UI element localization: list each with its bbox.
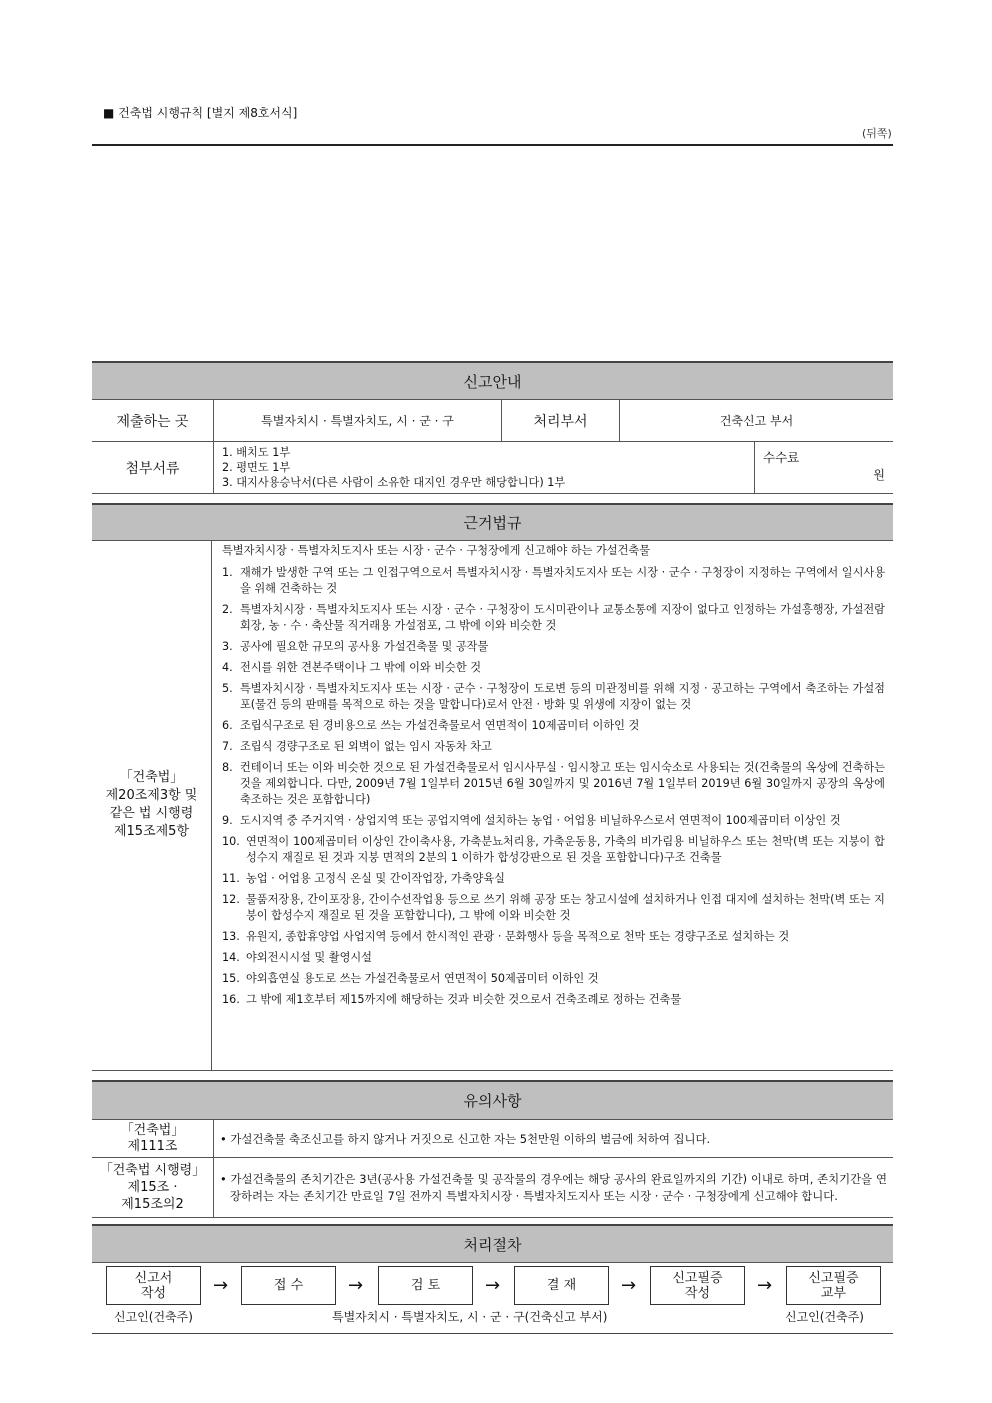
submit-value: 특별자치시 · 특별자치도, 시 · 군 · 구 <box>214 400 502 442</box>
attach-item: 2. 평면도 1부 <box>222 461 291 474</box>
flow-arrow: → <box>621 1275 637 1296</box>
basis-item-number: 16. <box>222 993 240 1006</box>
law-ref-line: 제15조제5항 <box>113 824 190 839</box>
basis-item <box>222 760 885 808</box>
notice-section-title: 신고안내 <box>92 361 893 400</box>
cautions-table <box>92 1119 893 1218</box>
basis-item-text: 재해가 발생한 구역 또는 그 인접구역으로서 특별자치시장 · 특별자치도지사 또는 시장 · 군수 · 구청장이 지정하는 구역에서 일시사용을 위해 건축하는 것 <box>240 566 885 595</box>
step-approve <box>514 1266 609 1305</box>
basis-item-number: 7. <box>222 740 233 753</box>
basis-item <box>222 992 885 1008</box>
law-ref-line: 제20조제3항 및 <box>105 788 198 803</box>
attach-list <box>214 442 755 494</box>
attach-label: 첨부서류 <box>92 442 214 494</box>
page-side-note: (뒤쪽) <box>862 127 892 140</box>
basis-item-text: 전시를 위한 견본주택이나 그 밖에 이와 비슷한 것 <box>240 661 482 674</box>
basis-item-text: 도시지역 중 주거지역 · 상업지역 또는 공업지역에 설치하는 농업 · 어업용 비닐하우스로서 연면적이 100제곱미터 이상인 것 <box>240 814 841 827</box>
basis-item-number: 2. <box>222 603 233 616</box>
basis-item-number: 9. <box>222 814 233 827</box>
caution-ref <box>92 1158 214 1218</box>
basis-intro: 특별자치시장 · 특별자치도지사 또는 시장 · 군수 · 구청장에게 신고해야 하는 가설건축물 <box>222 544 651 557</box>
basis-item-number: 10. <box>222 835 240 848</box>
basis-item-text: 유원지, 종합휴양업 사업지역 등에서 한시적인 관광 · 문화행사 등을 목적으로 천막 또는 경량구조로 설치하는 것 <box>246 930 790 943</box>
attach-item: 3. 대지사용승낙서(다른 사람이 소유한 대지인 경우만 해당합니다) 1부 <box>222 476 566 489</box>
caution-ref-line: 제15조 · <box>127 1180 178 1195</box>
step-line: 작성 <box>684 1285 711 1301</box>
basis-body <box>212 540 893 1071</box>
basis-item-number: 13. <box>222 930 240 943</box>
basis-item-text: 조립식 경량구조로 된 외벽이 없는 임시 자동차 차고 <box>240 740 492 753</box>
basis-item-text: 물품저장용, 간이포장용, 간이수선작업용 등으로 쓰기 위해 공장 또는 창고시설에 설치하거나 인접 대지에 설치하는 천막(벽 또는 지붕이 합성수지 재질로 된 것을 포함합니다), 그 밖에 이와 비슷한 것 <box>246 893 885 922</box>
step-review <box>378 1266 473 1305</box>
form-header-title: ■ 건축법 시행규칙 [별지 제8호서식] <box>103 106 298 120</box>
caption-office: 특별자치시 · 특별자치도, 시 · 군 · 구(건축신고 부서) <box>332 1310 608 1324</box>
step-line: 교부 <box>820 1285 847 1301</box>
law-ref-line: 「건축법」 <box>119 770 184 785</box>
flow-arrow: → <box>757 1275 773 1296</box>
step-line: 신고필증 <box>672 1270 723 1286</box>
basis-item-text: 그 밖에 제1호부터 제15까지에 해당하는 것과 비슷한 것으로서 건축조례로 정하는 건축물 <box>246 993 682 1006</box>
flow-arrow: → <box>348 1275 364 1296</box>
fee-label: 수수료 <box>763 450 800 465</box>
flow-arrow: → <box>485 1275 501 1296</box>
basis-law-ref <box>92 540 212 1071</box>
caution-ref-line: 「건축법 시행령」 <box>99 1163 206 1178</box>
dept-label: 처리부서 <box>502 400 620 442</box>
basis-item-number: 3. <box>222 640 233 653</box>
header-rule <box>92 144 893 146</box>
basis-item-text: 야외전시시설 및 촬영시설 <box>246 951 372 964</box>
step-apply-write <box>106 1266 201 1305</box>
basis-item-text: 특별자치시장 · 특별자치도지사 또는 시장 · 군수 · 구청장이 도시미관이나 교통소통에 지장이 없다고 인정하는 가설흥행장, 가설전람회장, 농 · 수 · 축산물 직거래용 가설점포, 그 밖에 이와 비슷한 것 <box>240 603 885 632</box>
caution-ref <box>92 1120 214 1158</box>
notice-table <box>92 399 893 494</box>
basis-item-text: 공사에 필요한 규모의 공사용 가설건축물 및 공작물 <box>240 640 489 653</box>
caption-applicant: 신고인(건축주) <box>114 1310 193 1324</box>
caution-ref-line: 제15조의2 <box>121 1197 184 1212</box>
basis-item <box>222 871 885 887</box>
step-line: 신고서 <box>134 1270 173 1286</box>
basis-item <box>222 929 885 945</box>
basis-item-number: 14. <box>222 951 240 964</box>
fee-unit: 원 <box>873 468 885 482</box>
basis-item <box>222 660 885 676</box>
basis-item-number: 15. <box>222 972 240 985</box>
basis-item-text: 야외흡연실 용도로 쓰는 가설건축물로서 연면적이 50제곱미터 이하인 것 <box>246 972 599 985</box>
basis-item-number: 8. <box>222 761 233 774</box>
basis-item <box>222 602 885 634</box>
basis-item <box>222 834 885 866</box>
step-receive <box>241 1266 336 1305</box>
procedure-section-title: 처리절차 <box>92 1224 893 1263</box>
basis-item-number: 1. <box>222 566 233 579</box>
basis-item <box>222 565 885 597</box>
flow-arrow: → <box>213 1275 229 1296</box>
basis-item-number: 5. <box>222 682 233 695</box>
step-line: 접 수 <box>273 1278 304 1293</box>
basis-item-text: 연면적이 100제곱미터 이상인 간이축사용, 가축분뇨처리용, 가축운동용, 가축의 비가림용 비닐하우스 또는 천막(벽 또는 지붕이 합성수지 재질로 된 것과 지붕 면적의 2분의 1 이하가 합성강판으로 된 것을 포함합니다)구조 건축물 <box>246 835 885 864</box>
basis-item <box>222 639 885 655</box>
basis-item-number: 12. <box>222 893 240 906</box>
submit-label: 제출하는 곳 <box>92 400 214 442</box>
law-ref-line: 같은 법 시행령 <box>109 806 194 821</box>
step-line: 결 재 <box>546 1278 577 1293</box>
basis-item <box>222 950 885 966</box>
caution-ref-line: 「건축법」 <box>120 1122 185 1138</box>
basis-list <box>222 565 885 1008</box>
attach-item: 1. 배치도 1부 <box>222 446 291 459</box>
step-certificate-write <box>650 1266 745 1305</box>
basis-item-number: 6. <box>222 719 233 732</box>
bottom-rule <box>92 1333 893 1334</box>
caution-text: • 가설건축물 축조신고를 하지 않거나 거짓으로 신고한 자는 5천만원 이하의 벌금에 처하여 집니다. <box>214 1120 894 1158</box>
step-line: 신고필증 <box>808 1270 859 1286</box>
basis-item <box>222 681 885 713</box>
fee-cell <box>755 442 894 494</box>
basis-item <box>222 739 885 755</box>
basis-item-number: 4. <box>222 661 233 674</box>
caution-text: • 가설건축물의 존치기간은 3년(공사용 가설건축물 및 공작물의 경우에는 해당 공사의 완료일까지의 기간) 이내로 하며, 존치기간을 연장하려는 자는 존치기간 만료일 7일 전까지 특별자치시장 · 특별자치도지사 또는 시장 · 군수 · 구청장에게 신고해야 합니다. <box>214 1158 894 1218</box>
basis-item <box>222 971 885 987</box>
basis-item-number: 11. <box>222 872 240 885</box>
basis-item-text: 농업 · 어업용 고정식 온실 및 간이작업장, 가축양육실 <box>246 872 505 885</box>
step-certificate-issue <box>786 1266 881 1305</box>
step-line: 검 토 <box>410 1278 441 1293</box>
basis-item <box>222 892 885 924</box>
dept-value: 건축신고 부서 <box>620 400 894 442</box>
basis-item-text: 조립식구조로 된 경비용으로 쓰는 가설건축물로서 연면적이 10제곱미터 이하인 것 <box>240 719 640 732</box>
caution-ref-line: 제111조 <box>127 1138 178 1154</box>
basis-section-title: 근거법규 <box>92 503 893 541</box>
basis-item <box>222 718 885 734</box>
caption-applicant-end: 신고인(건축주) <box>785 1310 864 1324</box>
basis-item-text: 특별자치시장 · 특별자치도지사 또는 시장 · 군수 · 구청장이 도로변 등의 미관정비를 위해 지정 · 공고하는 구역에서 축조하는 가설점포(물건 등의 판매를 목적으로 하는 것을 말합니다)로서 안전 · 방화 및 위생에 지장이 없는 것 <box>240 682 885 711</box>
basis-item <box>222 813 885 829</box>
step-line: 작성 <box>140 1285 167 1301</box>
cautions-section-title: 유의사항 <box>92 1080 893 1120</box>
basis-item-text: 컨테이너 또는 이와 비슷한 것으로 된 가설건축물로서 임시사무실 · 임시창고 또는 임시숙소로 사용되는 것(건축물의 옥상에 건축하는 것을 제외합니다. 다만, 2009년 7월 1일부터 2015년 6월 30일까지 및 2016년 7월 1일부터 2019년 6월 30일까지 공장의 옥상에 축조하는 것은 포함합니다) <box>240 761 885 806</box>
